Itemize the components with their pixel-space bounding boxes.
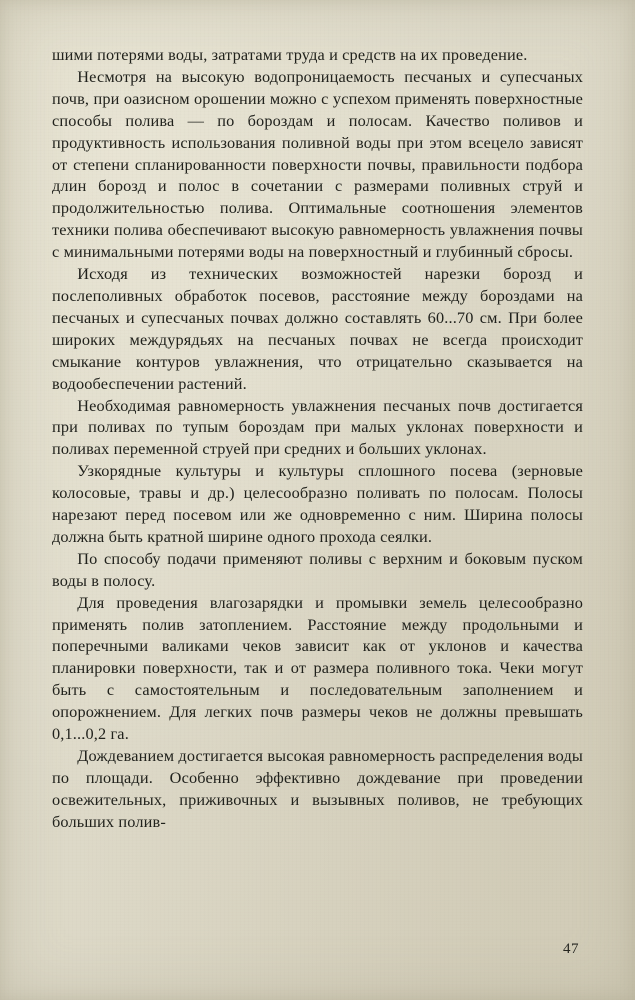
paragraph: Исходя из технических возможностей нарезки борозд и послеполивных обработок посевов, расстояние между бороздами на песчаных и супесчаных почвах должно составлять 60...70 см. При более широких междурядьях на песчаных почвах не всегда происходит смыкание контуров увлажнения, что отрицательно сказывается на водообеспечении растений. bbox=[52, 264, 583, 393]
page-number: 47 bbox=[563, 941, 579, 957]
paragraph: Необходимая равномерность увлажнения песчаных почв достигается при поливах по тупым бороздам при малых уклонах поверхности и поливах переменной струей при средних и больших уклонах. bbox=[52, 395, 583, 459]
paragraph: шими потерями воды, затратами труда и средств на их проведение. bbox=[52, 45, 528, 64]
paragraph: Для проведения влагозарядки и промывки земель целесообразно применять полив затоплением. Расстояние между продольными и поперечными валиками чеков зависит как от уклонов и качества планировки поверхности, так и от размера поливного тока. Чеки могут быть с самостоятельным и последовательным заполнением и опорожнением. Для легких почв размеры чеков не должны превышать 0,1...0,2 га. bbox=[52, 592, 583, 744]
paragraph: Несмотря на высокую водопроницаемость песчаных и супесчаных почв, при оазисном орошении можно с успехом применять поверхностные способы полива — по бороздам и полосам. Качество поливов и продуктивность использования поливной воды при этом всецело зависят от степени спланированности поверхности почвы, правильности подбора длин борозд и полос в сочетании с размерами поливных струй и продолжительностью полива. Оптимальные соотношения элементов техники полива обеспечивают высокую равномерность увлажнения почвы с минимальными потерями воды на поверхностный и глубинный сбросы. bbox=[52, 66, 583, 262]
paragraph: Дождеванием достигается высокая равномерность распределения воды по площади. Особенно эффективно дождевание при проведении освежительных, приживочных и вызывных поливов, не требующих больших полив- bbox=[52, 746, 583, 831]
page-body-text bbox=[52, 44, 583, 833]
paragraph: Узкорядные культуры и культуры сплошного посева (зерновые колосовые, травы и др.) целесообразно поливать по полосам. Полосы нарезают перед посевом или же одновременно с ним. Ширина полосы должна быть кратной ширине одного прохода сеялки. bbox=[52, 461, 583, 546]
paragraph: По способу подачи применяют поливы с верхним и боковым пуском воды в полосу. bbox=[52, 548, 583, 590]
